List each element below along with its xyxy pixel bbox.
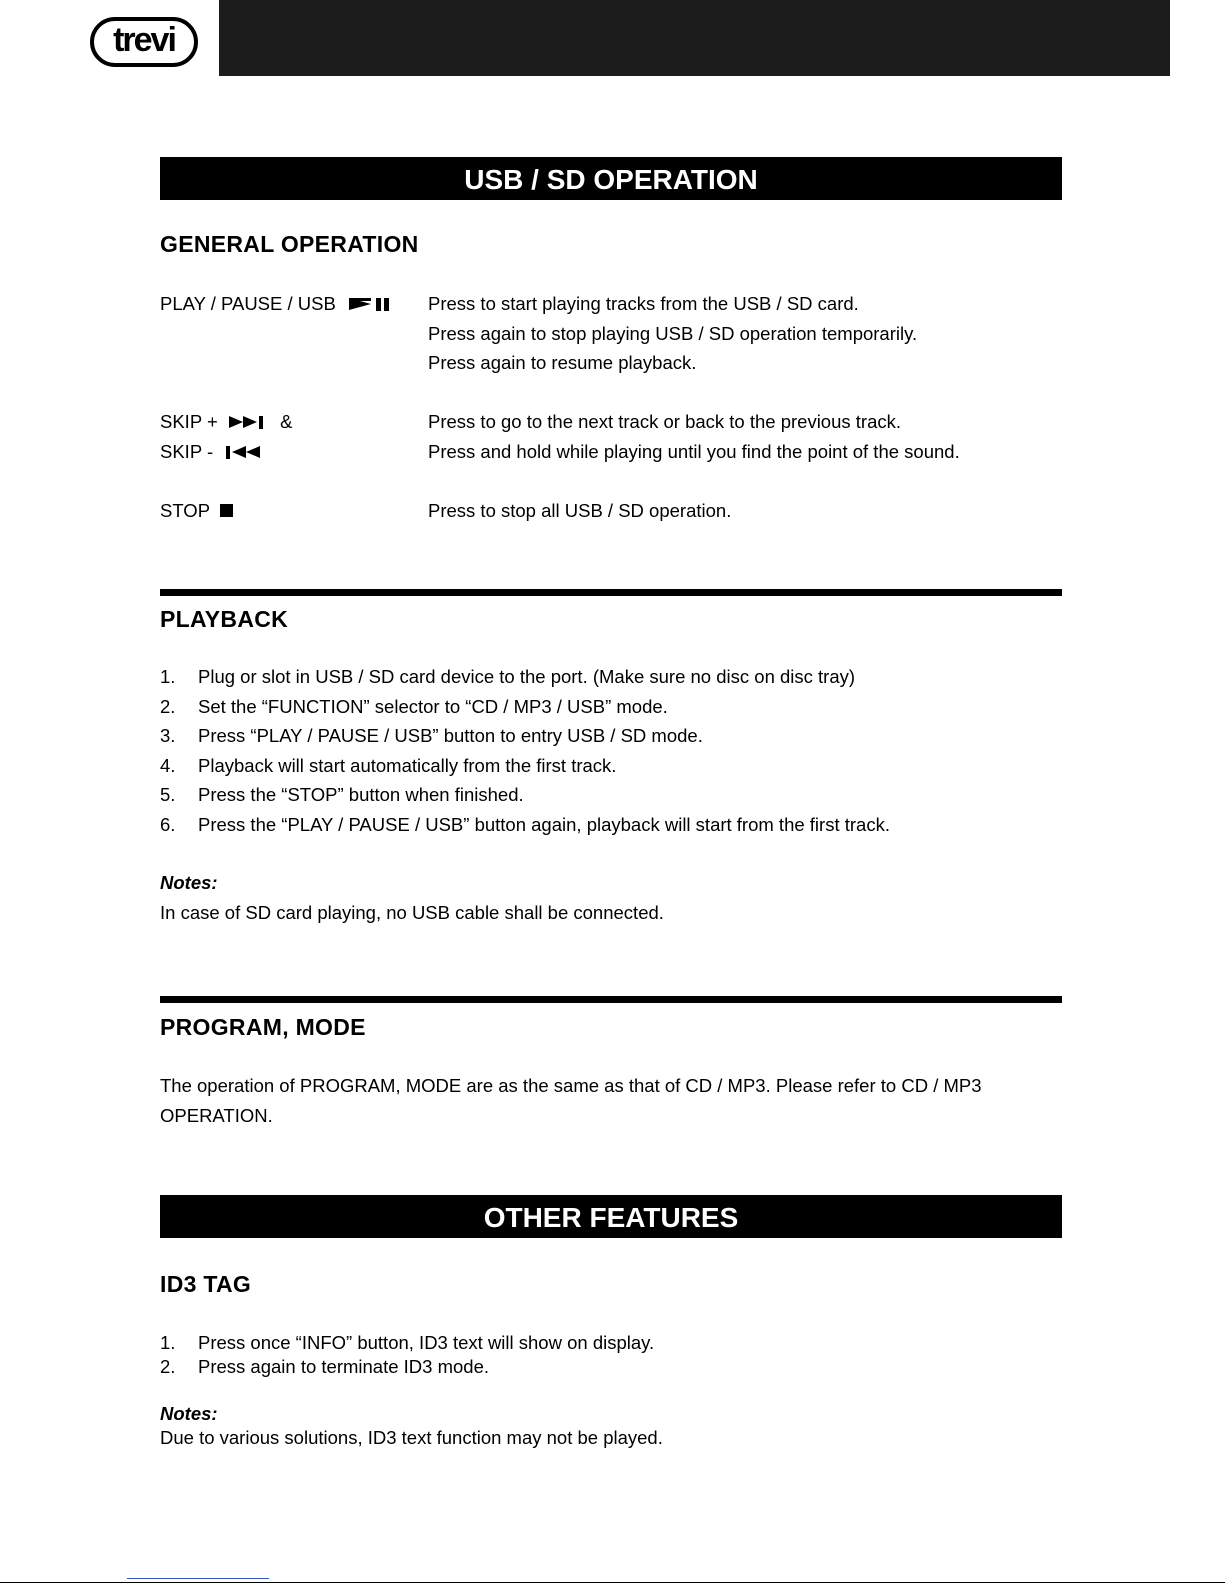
- id3-notes-text: Due to various solutions, ID3 text function may not be played.: [160, 1427, 663, 1448]
- program-text-line-1: The operation of PROGRAM, MODE are as the same as that of CD / MP3. Please refer to CD / MP3: [160, 1075, 982, 1096]
- skip-plus-row: [160, 413, 292, 432]
- skip-plus-label: SKIP +: [160, 411, 218, 432]
- playback-step-number: 6.: [160, 814, 176, 835]
- skip-desc-2: Press and hold while playing until you find the point of the sound.: [428, 441, 960, 462]
- header-bar: [219, 0, 1170, 76]
- program-mode-heading: PROGRAM, MODE: [160, 1014, 366, 1040]
- playback-step-text: Press “PLAY / PAUSE / USB” button to entry USB / SD mode.: [198, 725, 703, 746]
- play-desc-3: Press again to resume playback.: [428, 352, 697, 373]
- skip-desc-1: Press to go to the next track or back to the previous track.: [428, 411, 902, 432]
- program-text-line-2: OPERATION.: [160, 1105, 273, 1126]
- playback-heading: PLAYBACK: [160, 606, 289, 632]
- general-operation-heading: GENERAL OPERATION: [160, 231, 419, 257]
- playback-step-number: 2.: [160, 696, 176, 717]
- playback-step-text: Plug or slot in USB / SD card device to the port. (Make sure no disc on disc tray): [198, 666, 856, 687]
- id3-step-number: 2.: [160, 1356, 176, 1377]
- playback-step-text: Press the “STOP” button when finished.: [198, 784, 524, 805]
- stop-row: [160, 502, 235, 521]
- section-band-other-features: [160, 1195, 1062, 1238]
- skip-minus-row: [160, 443, 266, 462]
- stop-desc: Press to stop all USB / SD operation.: [428, 500, 732, 521]
- id3-tag-heading: ID3 TAG: [160, 1271, 252, 1297]
- play-pause-icon: [349, 296, 393, 312]
- play-desc-1: Press to start playing tracks from the USB / SD card.: [428, 293, 859, 314]
- trevi-logo: trevi: [90, 17, 198, 67]
- id3-step-text: Press again to terminate ID3 mode.: [198, 1356, 490, 1377]
- playback-step-number: 1.: [160, 666, 176, 687]
- playback-step-text: Set the “FUNCTION” selector to “CD / MP3 / USB” mode.: [198, 696, 668, 717]
- section-rule: [160, 589, 1062, 596]
- section-rule: [160, 996, 1062, 1003]
- playback-step-text: Press the “PLAY / PAUSE / USB” button again, playback will start from the first track.: [198, 814, 890, 835]
- play-desc-2: Press again to stop playing USB / SD operation temporarily.: [428, 323, 918, 344]
- play-pause-label: PLAY / PAUSE / USB: [160, 293, 336, 314]
- playback-step-number: 4.: [160, 755, 176, 776]
- playback-step-number: 3.: [160, 725, 176, 746]
- section-title: USB / SD OPERATION: [464, 163, 758, 195]
- stop-label: STOP: [160, 500, 210, 521]
- stop-icon: [219, 503, 235, 519]
- page-bottom-rule: [0, 1582, 1225, 1583]
- skip-minus-label: SKIP -: [160, 441, 214, 462]
- id3-step-number: 1.: [160, 1332, 176, 1353]
- section-band-usb-sd: [160, 157, 1062, 200]
- playback-step-text: Playback will start automatically from the first track.: [198, 755, 617, 776]
- id3-step-text: Press once “INFO” button, ID3 text will show on display.: [198, 1332, 655, 1353]
- skip-previous-icon: [226, 444, 266, 460]
- playback-notes-label: Notes:: [160, 872, 218, 893]
- play-pause-label-row: [160, 295, 393, 314]
- playback-step-number: 5.: [160, 784, 176, 805]
- section-title: OTHER FEATURES: [483, 1201, 739, 1233]
- skip-amp: &: [280, 411, 293, 432]
- bottom-link-underline: [127, 1578, 269, 1579]
- playback-notes-text: In case of SD card playing, no USB cable shall be connected.: [160, 902, 664, 923]
- skip-next-icon: [229, 414, 269, 430]
- id3-notes-label: Notes:: [160, 1403, 218, 1424]
